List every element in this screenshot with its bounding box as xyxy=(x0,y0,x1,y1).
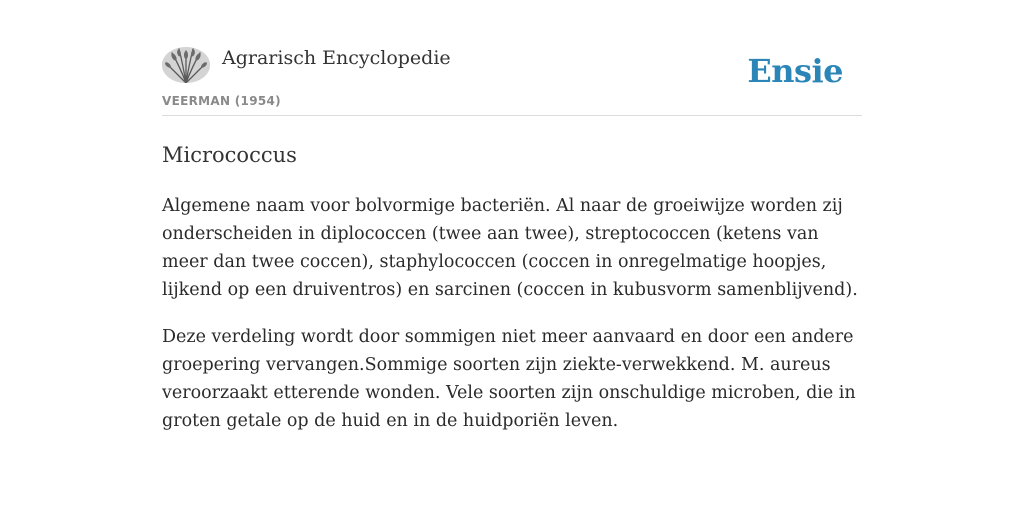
book-author-year: VEERMAN (1954) xyxy=(162,94,281,108)
entry-paragraph: Algemene naam voor bolvormige bacteriën. Al naar de groeiwijze worden zij onderscheiden in diplococcen (twee aan twee), streptococcen (ketens van meer dan twee coccen), staphylococcen (coccen in onregelmatige hoopjes, lijkend op een druiventros) en sarcinen (coccen in kubusvorm samenblijvend). xyxy=(162,196,858,300)
entry-paragraph: Deze verdeling wordt door sommigen niet meer aanvaard en door een andere groepering vervangen.Sommige soorten zijn ziekte-verwekkend. M. aureus veroorzaakt etterende wonden. Vele soorten zijn onschuldige microben, die in groten getale op de huid en in de huidporiën leven. xyxy=(162,327,856,431)
entry-header xyxy=(162,46,862,116)
entry-title: Micrococcus xyxy=(162,143,297,167)
entry-container xyxy=(162,46,862,435)
wheat-logo-icon[interactable] xyxy=(162,47,210,83)
brand-logo[interactable]: Ensie xyxy=(747,52,843,90)
book-title[interactable]: Agrarisch Encyclopedie xyxy=(222,47,451,69)
